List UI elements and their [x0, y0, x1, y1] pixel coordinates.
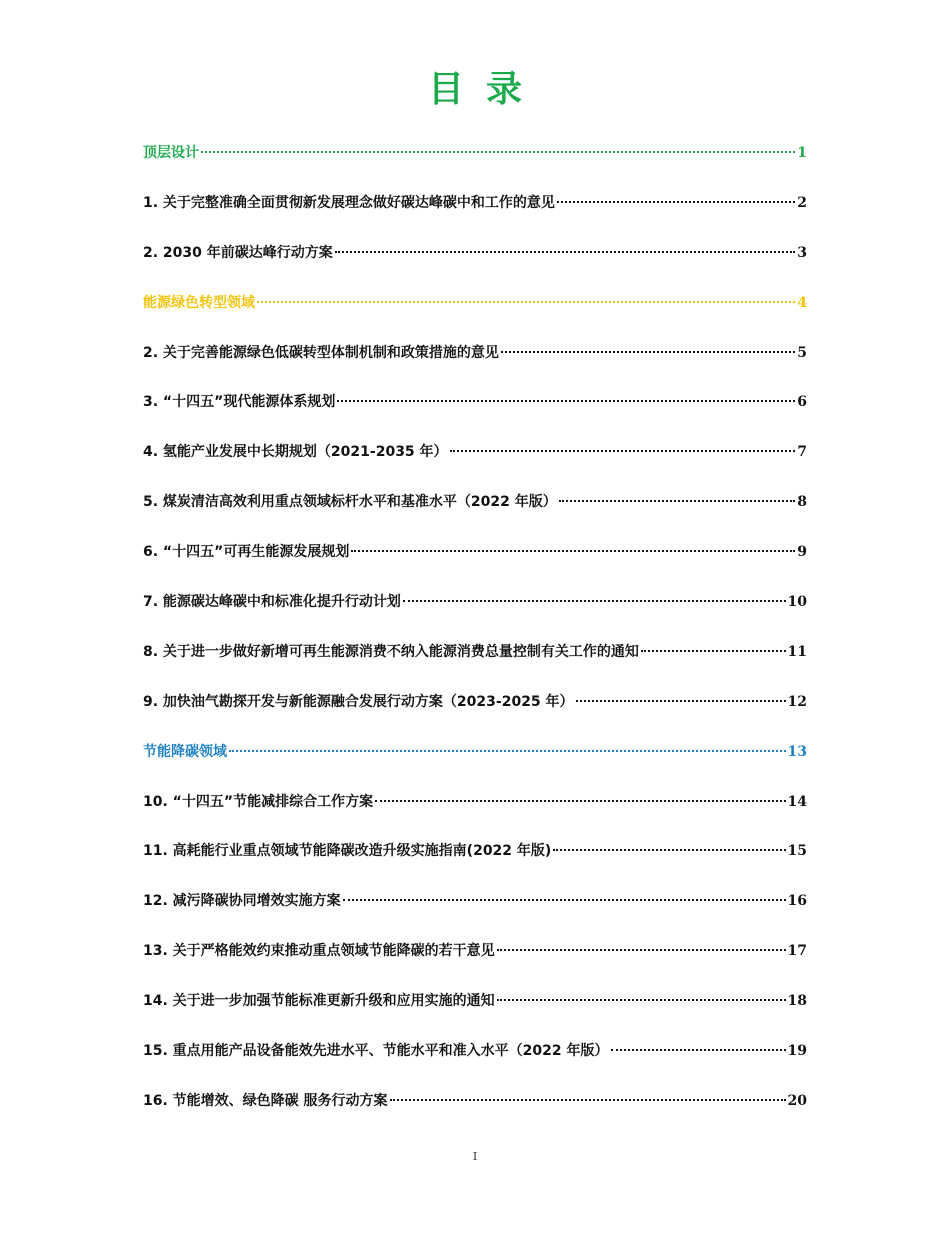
toc-entry-page: 14	[787, 793, 807, 810]
toc-entry-title: 能源绿色转型领域	[143, 294, 255, 311]
toc-entry[interactable]	[143, 888, 807, 938]
toc-entry-page: 6	[797, 394, 807, 411]
toc-entry-title: 顶层设计	[143, 145, 199, 161]
dot-leader	[201, 150, 795, 153]
dot-leader	[497, 998, 786, 1001]
toc-entry-title: 11. 高耗能行业重点领域节能降碳改造升级实施指南(2022 年版)	[143, 843, 552, 860]
dot-leader	[257, 300, 795, 303]
toc-entry-page: 4	[797, 294, 807, 311]
toc-entry-title: 14. 关于进一步加强节能标准更新升级和应用实施的通知	[143, 993, 495, 1010]
toc-entry-page: 11	[787, 643, 807, 660]
toc-entry[interactable]	[143, 489, 807, 539]
dot-leader	[611, 1048, 786, 1051]
toc-entry-title: 7. 能源碳达峰碳中和标准化提升行动计划	[143, 594, 401, 611]
dot-leader	[641, 649, 786, 652]
toc-entry-page: 13	[787, 743, 807, 760]
toc-entry-page: 2	[797, 194, 807, 211]
toc-entry-page: 10	[787, 594, 807, 611]
toc-entry[interactable]	[143, 988, 807, 1038]
toc-entry-title: 8. 关于进一步做好新增可再生能源消费不纳入能源消费总量控制有关工作的通知	[143, 643, 639, 660]
toc-section-entry[interactable]	[143, 140, 807, 190]
toc-entry-page: 19	[787, 1043, 807, 1060]
toc-entry[interactable]	[143, 340, 807, 390]
dot-leader	[403, 599, 786, 602]
toc-entry[interactable]	[143, 240, 807, 290]
toc-entry-page: 20	[787, 1092, 807, 1109]
toc-entry-page: 17	[787, 943, 807, 960]
toc-section-entry[interactable]	[143, 290, 807, 340]
toc-entry[interactable]	[143, 639, 807, 689]
toc-entry-title: 2. 2030 年前碳达峰行动方案	[143, 244, 333, 261]
dot-leader	[450, 449, 796, 452]
toc-entry-title: 10. “十四五”节能减排综合工作方案	[143, 793, 374, 810]
toc-entry-title: 3. “十四五”现代能源体系规划	[143, 394, 336, 411]
toc-entry-title: 15. 重点用能产品设备能效先进水平、节能水平和准入水平（2022 年版）	[143, 1043, 609, 1060]
toc-entry-title: 13. 关于严格能效约束推动重点领域节能降碳的若干意见	[143, 943, 495, 960]
dot-leader	[343, 898, 786, 901]
toc-entry-page: 16	[787, 893, 807, 910]
toc-entry[interactable]	[143, 439, 807, 489]
dot-leader	[390, 1098, 786, 1101]
dot-leader	[557, 200, 795, 203]
toc-entry[interactable]	[143, 389, 807, 439]
dot-leader	[351, 549, 795, 552]
toc-entry-title: 5. 煤炭清洁高效利用重点领域标杆水平和基准水平（2022 年版）	[143, 494, 557, 511]
toc-entry-page: 7	[797, 444, 807, 461]
toc-entry[interactable]	[143, 589, 807, 639]
toc-entry-title: 1. 关于完整准确全面贯彻新发展理念做好碳达峰碳中和工作的意见	[143, 194, 555, 211]
toc-entry[interactable]	[143, 539, 807, 589]
toc-entry-page: 5	[797, 344, 807, 361]
toc-entry-page: 15	[787, 843, 807, 860]
dot-leader	[497, 948, 786, 951]
dot-leader	[337, 399, 795, 402]
page-title: 目录	[427, 69, 544, 110]
toc-entry-page: 8	[797, 494, 807, 511]
dot-leader	[501, 350, 795, 353]
dot-leader	[229, 749, 786, 752]
toc-entry-title: 9. 加快油气勘探开发与新能源融合发展行动方案（2023-2025 年）	[143, 693, 574, 710]
dot-leader	[553, 848, 785, 851]
page-number: I	[472, 1150, 478, 1163]
toc-entry-title: 4. 氢能产业发展中长期规划（2021-2035 年）	[143, 444, 448, 461]
toc-entry-page: 12	[787, 693, 807, 710]
table-of-contents	[143, 140, 807, 1138]
dot-leader	[559, 499, 795, 502]
toc-entry-title: 2. 关于完善能源绿色低碳转型体制机制和政策措施的意见	[143, 344, 499, 361]
toc-entry-page: 3	[797, 244, 807, 261]
toc-entry[interactable]	[143, 1038, 807, 1088]
toc-entry-title: 6. “十四五”可再生能源发展规划	[143, 544, 350, 561]
toc-entry-page: 18	[787, 993, 807, 1010]
dot-leader	[375, 799, 785, 802]
toc-entry-page: 9	[797, 544, 807, 561]
toc-entry[interactable]	[143, 789, 807, 839]
toc-entry[interactable]	[143, 1088, 807, 1138]
toc-entry[interactable]	[143, 838, 807, 888]
toc-entry-page: 1	[797, 145, 807, 161]
dot-leader	[335, 250, 795, 253]
toc-entry-title: 12. 减污降碳协同增效实施方案	[143, 893, 341, 910]
toc-entry[interactable]	[143, 689, 807, 739]
toc-entry-title: 节能降碳领域	[143, 743, 227, 760]
dot-leader	[576, 699, 786, 702]
toc-entry[interactable]	[143, 190, 807, 240]
toc-entry[interactable]	[143, 938, 807, 988]
toc-entry-title: 16. 节能增效、绿色降碳 服务行动方案	[143, 1092, 388, 1109]
toc-section-entry[interactable]	[143, 739, 807, 789]
